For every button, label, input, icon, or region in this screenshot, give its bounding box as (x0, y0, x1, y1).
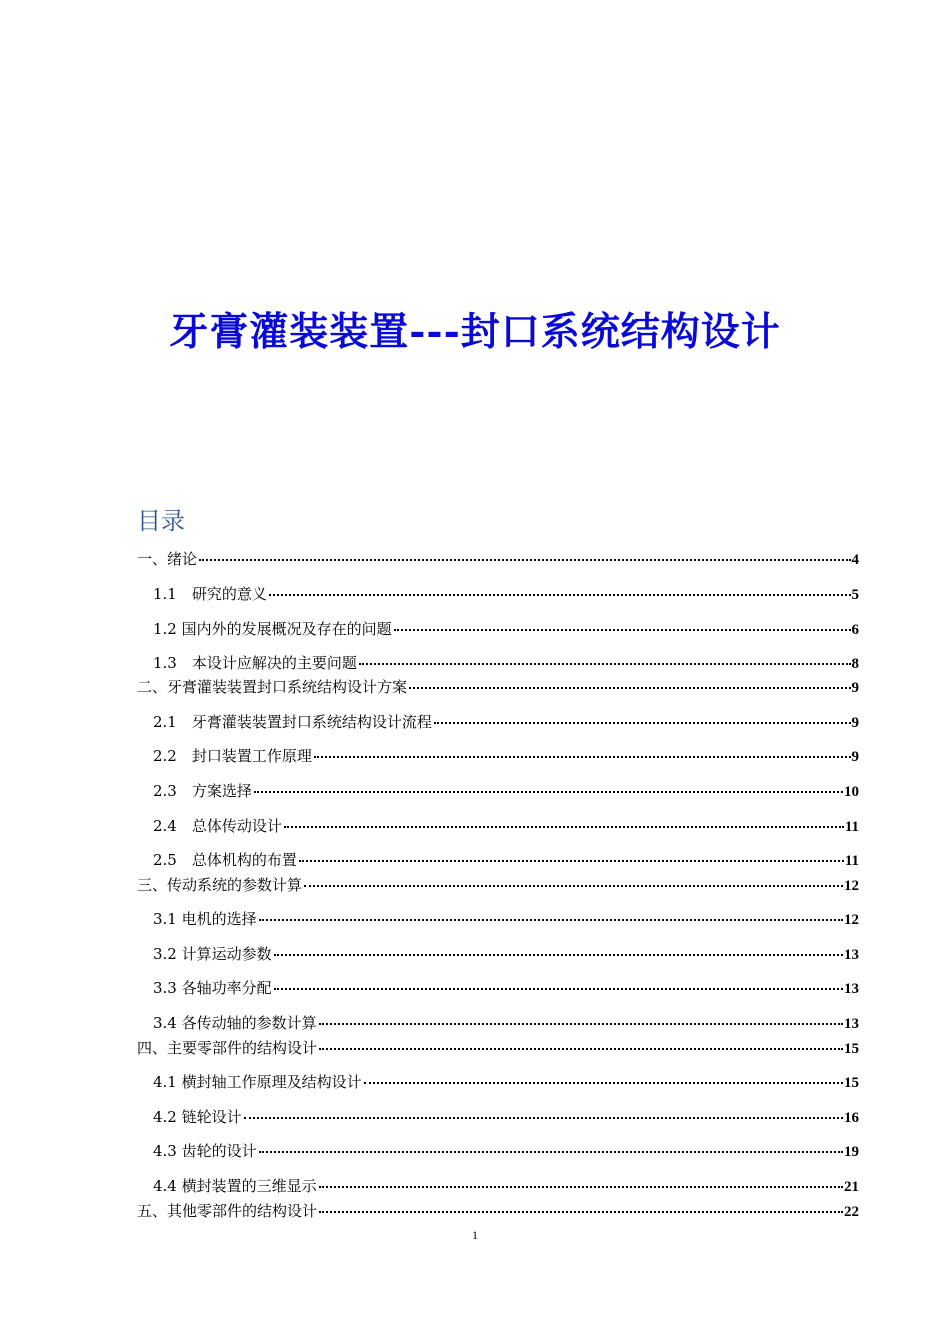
toc-entry-page: 13 (844, 947, 859, 963)
toc-entry-label: 2.1 牙膏灌装装置封口系统结构设计流程 (153, 713, 432, 731)
toc-entry-page: 6 (851, 622, 859, 638)
toc-entry-page: 4 (851, 552, 859, 568)
toc-entry[interactable] (153, 619, 859, 640)
toc-entry-label: 3.1 电机的选择 (153, 910, 257, 928)
toc-dot-leader (259, 919, 843, 921)
toc-entry[interactable] (153, 909, 859, 930)
toc-entry-page: 15 (844, 1041, 859, 1057)
toc-entry-page: 12 (844, 912, 859, 928)
toc-dot-leader (394, 629, 851, 631)
toc-entry[interactable] (153, 1141, 859, 1162)
toc-dot-leader (299, 860, 844, 862)
toc-dot-leader (319, 1023, 843, 1025)
toc-entry[interactable] (137, 549, 859, 570)
toc-entry-label: 3.4 各传动轴的参数计算 (153, 1014, 317, 1032)
toc-dot-leader (434, 722, 851, 724)
toc-entry-label: 1.3 本设计应解决的主要问题 (153, 654, 357, 672)
toc-entry-page: 9 (851, 680, 859, 696)
toc-entry[interactable] (153, 978, 859, 999)
toc-entry[interactable] (153, 850, 859, 871)
toc-entry-page: 8 (851, 656, 859, 672)
toc-dot-leader (274, 954, 843, 956)
toc-dot-leader (319, 1186, 843, 1188)
toc-entry-label: 3.3 各轴功率分配 (153, 979, 272, 997)
toc-dot-leader (199, 559, 850, 561)
toc-entry-label: 2.4 总体传动设计 (153, 817, 282, 835)
toc-entry-page: 13 (844, 1016, 859, 1032)
toc-entry-page: 9 (851, 749, 859, 765)
toc-dot-leader (364, 1082, 843, 1084)
toc-entry[interactable] (153, 944, 859, 965)
toc-entry-page: 11 (844, 853, 859, 869)
toc-entry[interactable] (137, 875, 859, 896)
toc-dot-leader (274, 988, 843, 990)
toc-entry-label: 4.3 齿轮的设计 (153, 1142, 257, 1160)
toc-entry-page: 16 (844, 1110, 859, 1126)
toc-entry-label: 一、绪论 (137, 550, 198, 568)
toc-entry-label: 4.4 横封装置的三维显示 (153, 1177, 317, 1195)
toc-entry[interactable] (153, 653, 859, 674)
toc-entry[interactable] (153, 746, 859, 767)
document-title: 牙膏灌装装置---封口系统结构设计 (169, 309, 781, 355)
toc-dot-leader (244, 1117, 843, 1119)
toc-entry[interactable] (153, 1107, 859, 1128)
toc-heading: 目录 (137, 507, 185, 535)
toc-entry[interactable] (153, 1072, 859, 1093)
toc-dot-leader (409, 687, 850, 689)
toc-entry-label: 1.2 国内外的发展概况及存在的问题 (153, 620, 392, 638)
toc-entry[interactable] (153, 712, 859, 733)
toc-dot-leader (314, 756, 851, 758)
toc-entry-page: 15 (844, 1075, 859, 1091)
toc-entry-label: 2.5 总体机构的布置 (153, 851, 297, 869)
toc-entry-label: 4.2 链轮设计 (153, 1108, 242, 1126)
toc-entry[interactable] (153, 781, 859, 802)
toc-entry-page: 5 (851, 587, 859, 603)
toc-entry-label: 三、传动系统的参数计算 (137, 876, 303, 894)
toc-entry-page: 10 (844, 784, 859, 800)
toc-entry-page: 22 (844, 1204, 859, 1220)
toc-entry[interactable] (137, 677, 859, 698)
toc-entry[interactable] (137, 1201, 859, 1222)
toc-dot-leader (304, 885, 843, 887)
toc-entry-label: 4.1 横封轴工作原理及结构设计 (153, 1073, 362, 1091)
toc-entry-page: 19 (844, 1144, 859, 1160)
toc-dot-leader (259, 1151, 843, 1153)
toc-entry-page: 21 (844, 1179, 859, 1195)
toc-dot-leader (319, 1048, 843, 1050)
toc-dot-leader (359, 663, 851, 665)
toc-dot-leader (269, 594, 851, 596)
toc-entry-label: 2.3 方案选择 (153, 782, 252, 800)
toc-entry-label: 四、主要零部件的结构设计 (137, 1039, 318, 1057)
toc-dot-leader (254, 791, 843, 793)
toc-entry[interactable] (153, 1176, 859, 1197)
toc-dot-leader (284, 826, 844, 828)
toc-entry-label: 3.2 计算运动参数 (153, 945, 272, 963)
toc-entry-label: 五、其他零部件的结构设计 (137, 1202, 318, 1220)
toc-dot-leader (319, 1211, 843, 1213)
toc-entry-page: 11 (844, 819, 859, 835)
toc-entry[interactable] (153, 816, 859, 837)
toc-entry-page: 13 (844, 981, 859, 997)
toc-entry[interactable] (153, 584, 859, 605)
toc-entry-label: 1.1 研究的意义 (153, 585, 267, 603)
toc-entry-page: 9 (851, 715, 859, 731)
toc-entry-label: 2.2 封口装置工作原理 (153, 747, 312, 765)
toc-entry-page: 12 (844, 878, 859, 894)
page-number: 1 (472, 1228, 478, 1242)
toc-entry[interactable] (137, 1038, 859, 1059)
toc-entry[interactable] (153, 1013, 859, 1034)
toc-entry-label: 二、牙膏灌装装置封口系统结构设计方案 (137, 678, 408, 696)
